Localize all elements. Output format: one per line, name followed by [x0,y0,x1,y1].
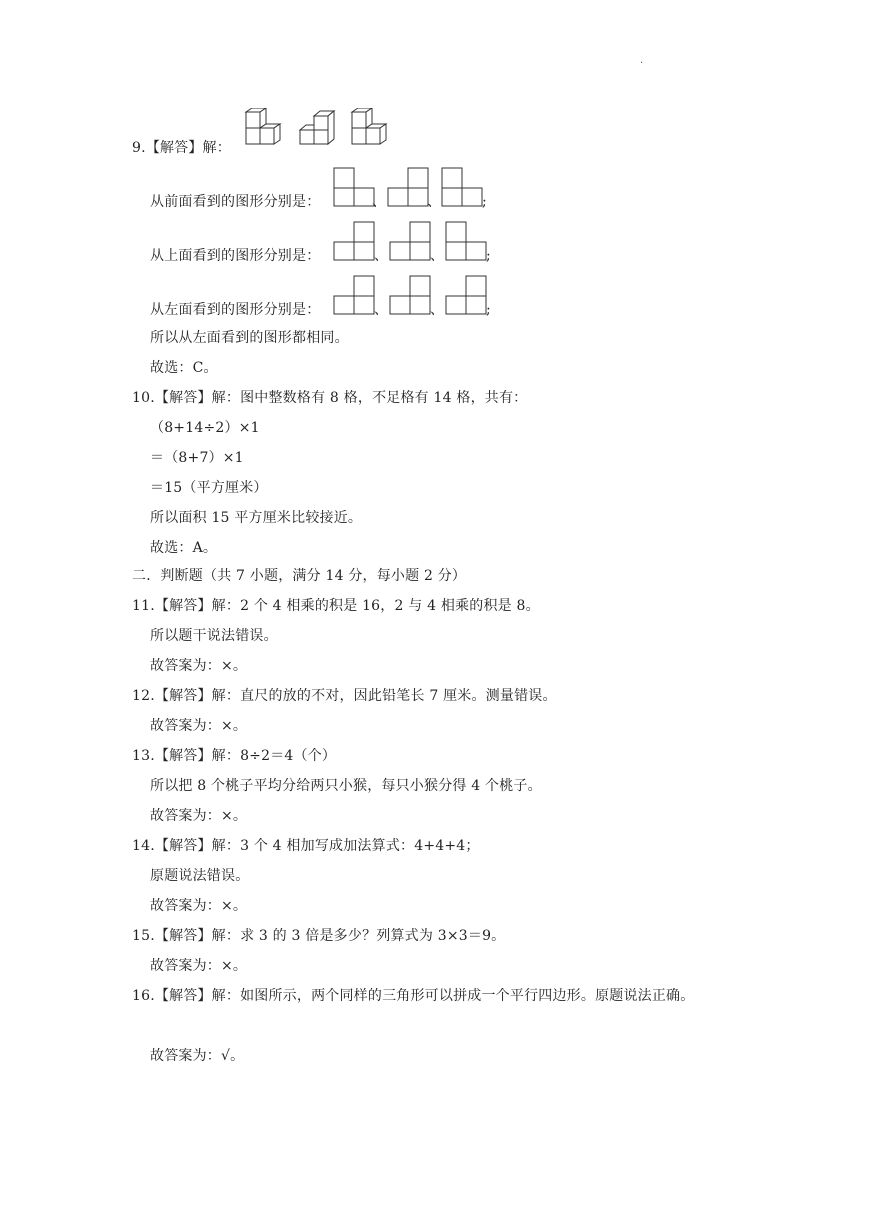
q9-left-sep-1: 、 [374,302,389,318]
q9-head: 9.【解答】解： [132,140,231,156]
section-2-title: 二．判断题（共 7 小题，满分 14 分，每小题 2 分） [132,568,467,584]
q9-left-end: ; [486,302,491,318]
q12-answer: 故答案为：×。 [150,718,248,734]
q14-head: 14.【解答】解：3 个 4 相加写成加法算式：4+4+4； [132,838,480,854]
q9-conclusion: 所以从左面看到的图形都相同。 [150,330,349,346]
q10-step-3: ＝15（平方厘米） [150,480,268,496]
q10-step-1: （8+14÷2）×1 [150,420,260,436]
q13-head: 13.【解答】解：8÷2＝4（个） [132,748,337,764]
q9-top-label: 从上面看到的图形分别是： [150,248,321,264]
q9-left-sep-2: 、 [430,302,445,318]
q9-front-views [332,166,492,208]
q9-top-end: ; [486,248,491,264]
q9-front-sep-2: 、 [427,194,442,210]
q11-head: 11.【解答】解：2 个 4 相乘的积是 16，2 与 4 相乘的积是 8。 [132,598,540,614]
q9-front-end: ; [482,194,487,210]
q11-line-2: 所以题干说法错误。 [150,628,278,644]
q9-cube-figures [244,108,392,150]
q9-choice: 故选：C。 [150,360,218,376]
q9-top-views [332,220,492,262]
q16-head: 16.【解答】解：如图所示，两个同样的三角形可以拼成一个平行四边形。原题说法正确。 [132,988,695,1004]
q9-front-label: 从前面看到的图形分别是： [150,194,321,210]
q13-line-2: 所以把 8 个桃子平均分给两只小猴，每只小猴分得 4 个桃子。 [150,778,542,794]
q9-left-views [332,274,492,316]
header-mark: · [640,58,644,69]
q9-left-label: 从左面看到的图形分别是： [150,302,321,318]
q15-answer: 故答案为：×。 [150,958,248,974]
q10-conclusion: 所以面积 15 平方厘米比较接近。 [150,510,363,526]
q14-line-2: 原题说法错误。 [150,868,250,884]
q9-top-sep-2: 、 [430,248,445,264]
q10-choice: 故选：A。 [150,540,218,556]
q11-answer: 故答案为：×。 [150,658,248,674]
q14-answer: 故答案为：×。 [150,898,248,914]
q10-head: 10.【解答】解：图中整数格有 8 格，不足格有 14 格，共有： [132,390,528,406]
q10-step-2: ＝（8+7）×1 [150,450,244,466]
q9-front-sep-1: 、 [372,194,387,210]
q12-head: 12.【解答】解：直尺的放的不对，因此铅笔长 7 厘米。测量错误。 [132,688,557,704]
q9-top-sep-1: 、 [374,248,389,264]
q16-answer: 故答案为：√。 [150,1048,245,1064]
q13-answer: 故答案为：×。 [150,808,248,824]
q15-head: 15.【解答】解：求 3 的 3 倍是多少？列算式为 3×3＝9。 [132,928,506,944]
